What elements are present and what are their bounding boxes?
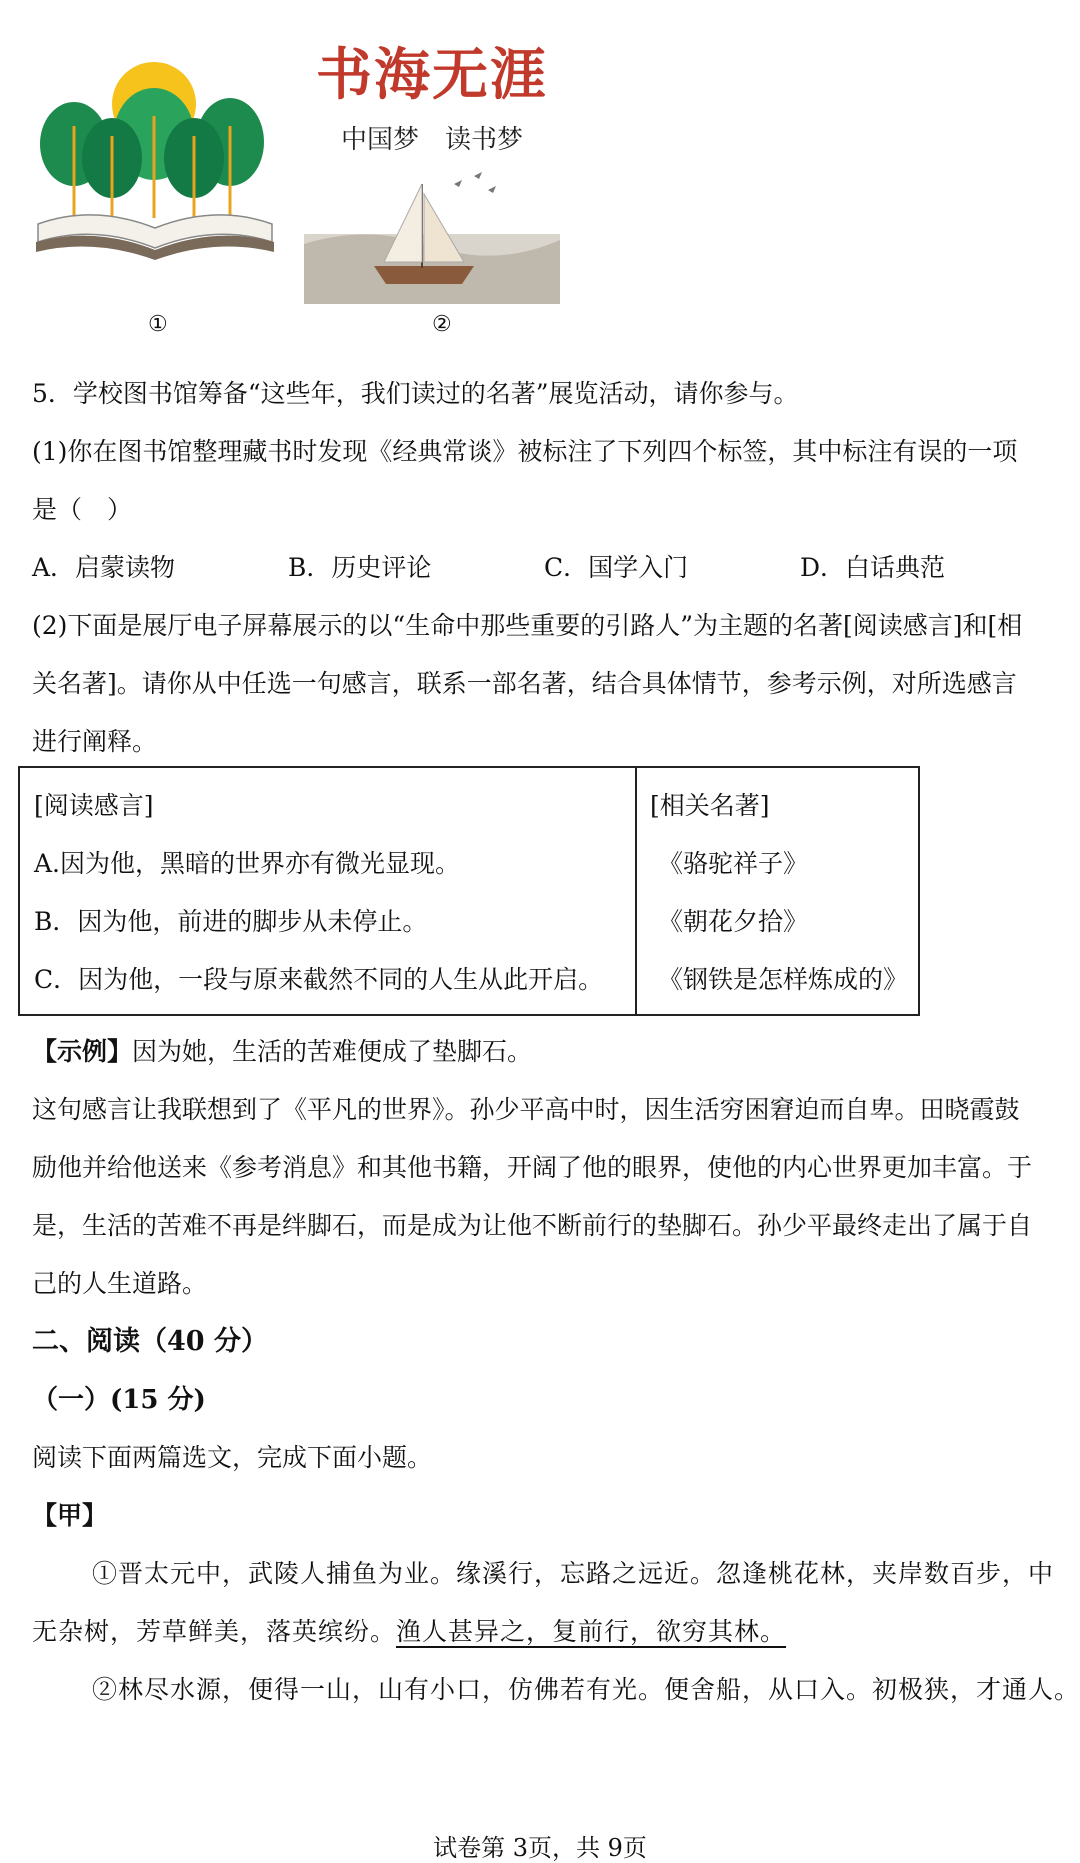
passage-para1-line1: ①晋太元中，武陵人捕鱼为业。缘溪行，忘路之远近。忽逢桃花林，夹岸数百步，中 <box>92 1559 1055 1588</box>
option-a: A．启蒙读物 <box>32 553 176 582</box>
reading-poster-illustration <box>304 34 560 304</box>
reading-reflection-table <box>18 766 920 1016</box>
question-5-part2-line3: 进行阐释。 <box>32 727 158 756</box>
table-right-row-2: 《朝花夕拾》 <box>658 907 809 936</box>
section-2-instruction: 阅读下面两篇选文，完成下面小题。 <box>32 1443 433 1472</box>
poster-subtitle: 中国梦 读书梦 <box>340 125 524 155</box>
question-5-part1-line2: 是（ ） <box>32 495 133 524</box>
table-left-row-c: C．因为他，一段与原来截然不同的人生从此开启。 <box>34 965 604 994</box>
example-paragraph-line2: 励他并给他送来《参考消息》和其他书籍，开阔了他的眼界，使他的内心世界更加丰富。于 <box>32 1153 1033 1182</box>
option-b: B．历史评论 <box>288 553 432 582</box>
table-divider <box>635 768 637 1014</box>
section-2-heading: 二、阅读（40 分） <box>32 1326 268 1357</box>
table-right-row-1: 《骆驼祥子》 <box>658 849 809 878</box>
table-right-header: [相关名著] <box>650 791 770 820</box>
question-5-stem: 5．学校图书馆筹备“这些年，我们读过的名著”展览活动，请你参与。 <box>32 379 799 408</box>
question-5-part1-line1: (1)你在图书馆整理藏书时发现《经典常谈》被标注了下列四个标签，其中标注有误的一项 <box>32 437 1018 466</box>
table-right-row-3: 《钢铁是怎样炼成的》 <box>658 965 909 994</box>
image-caption-2: ② <box>432 312 452 337</box>
table-left-row-b: B．因为他，前进的脚步从未停止。 <box>34 907 428 936</box>
book-forest-illustration <box>34 46 276 276</box>
page-footer: 试卷第 3页，共 9页 <box>433 1834 647 1862</box>
underlined-sentence: 渔人甚异之，复前行，欲穷其林。 <box>396 1617 787 1646</box>
question-5-part2-line2: 关名著]。请你从中任选一句感言，联系一部名著，结合具体情节，参考示例，对所选感言 <box>32 669 1017 698</box>
example-label: 【示例】 <box>32 1037 133 1066</box>
passage-jia-label: 【甲】 <box>32 1501 108 1530</box>
example-paragraph-line4: 己的人生道路。 <box>32 1269 208 1298</box>
image-caption-1: ① <box>148 312 168 337</box>
section-2-subheading: （一）(15 分) <box>32 1385 206 1415</box>
example-paragraph-line3: 是，生活的苦难不再是绊脚石，而是成为让他不断前行的垫脚石。孙少平最终走出了属于自 <box>32 1211 1033 1240</box>
passage-para1-line2-text: 无杂树，芳草鲜美，落英缤纷。 <box>32 1617 397 1646</box>
option-d: D．白话典范 <box>800 553 946 582</box>
passage-para1-line2 <box>32 1616 786 1648</box>
table-left-row-a: A.因为他，黑暗的世界亦有微光显现。 <box>34 849 461 878</box>
example-text: 因为她，生活的苦难便成了垫脚石。 <box>132 1037 533 1066</box>
option-c: C．国学入门 <box>544 553 689 582</box>
poster-title: 书海无涯 <box>316 43 548 108</box>
table-left-header: [阅读感言] <box>34 791 154 820</box>
example-line <box>32 1036 532 1068</box>
passage-para2-line1: ②林尽水源，便得一山，山有小口，仿佛若有光。便舍船，从口入。初极狭，才通人。 <box>92 1675 1080 1704</box>
question-5-part2-line1: (2)下面是展厅电子屏幕展示的以“生命中那些重要的引路人”为主题的名著[阅读感言]和[相 <box>32 611 1023 640</box>
example-paragraph-line1: 这句感言让我联想到了《平凡的世界》。孙少平高中时，因生活穷困窘迫而自卑。田晓霞鼓 <box>32 1095 1020 1124</box>
